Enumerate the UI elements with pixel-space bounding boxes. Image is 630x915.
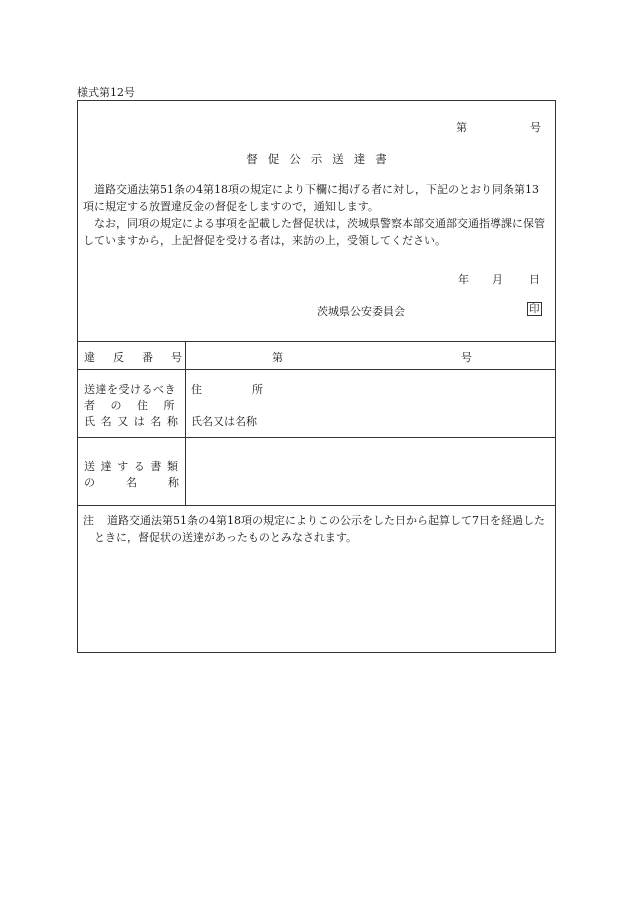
documents-label-line1: 送達する書類 <box>84 460 184 473</box>
document-title: 督促公示送達書 <box>246 152 397 166</box>
table-top-line <box>78 341 555 342</box>
recipient-label-line3: 氏名又は名称 <box>84 415 184 428</box>
violation-number-label <box>84 349 200 365</box>
header-go: 号 <box>530 121 541 134</box>
note-text: 道路交通法第51条の4第18項の規定によりこの公示をした日から起算して7日を経過したときに，督促状の送達があったものとみなされます。 <box>94 514 545 544</box>
violation-number-go: 号 <box>461 351 472 364</box>
body-paragraph-2: なお，同項の規定による事項を記載した督促状は，茨城県警察本部交通部交通指導課に保管していますから，上記督促を受ける者は，来訪の上，受領してください。 <box>83 217 545 247</box>
date-day: 日 <box>529 273 540 286</box>
violation-number-label-text: 違反番号 <box>84 351 200 364</box>
note <box>83 512 551 546</box>
date-year: 年 <box>458 273 469 286</box>
form-number: 様式第12号 <box>77 86 135 99</box>
row-divider-1 <box>78 369 555 370</box>
address-label: 住所 <box>191 383 313 396</box>
name-label: 氏名又は名称 <box>191 415 257 428</box>
recipient-label-line2: 者の住所 <box>84 399 190 412</box>
row-divider-3 <box>78 505 555 506</box>
documents-label-line2: の名称 <box>84 476 210 489</box>
row-divider-2 <box>78 437 555 438</box>
document-frame <box>77 100 556 653</box>
issuer-seal <box>527 302 542 316</box>
violation-number-dai: 第 <box>272 351 283 364</box>
note-mark: 注 <box>83 514 94 527</box>
body-text <box>83 181 549 249</box>
seal-mark: 印 <box>529 303 540 315</box>
recipient-label-line1: 送達を受けるべき <box>84 383 176 396</box>
body-paragraph-1: 道路交通法第51条の4第18項の規定により下欄に掲げる者に対し，下記のとおり同条第13項に規定する放置違反金の督促をしますので，通知します。 <box>83 183 539 213</box>
header-dai: 第 <box>456 121 467 134</box>
date-month: 月 <box>492 273 503 286</box>
issuer-name: 茨城県公安委員会 <box>317 305 405 318</box>
